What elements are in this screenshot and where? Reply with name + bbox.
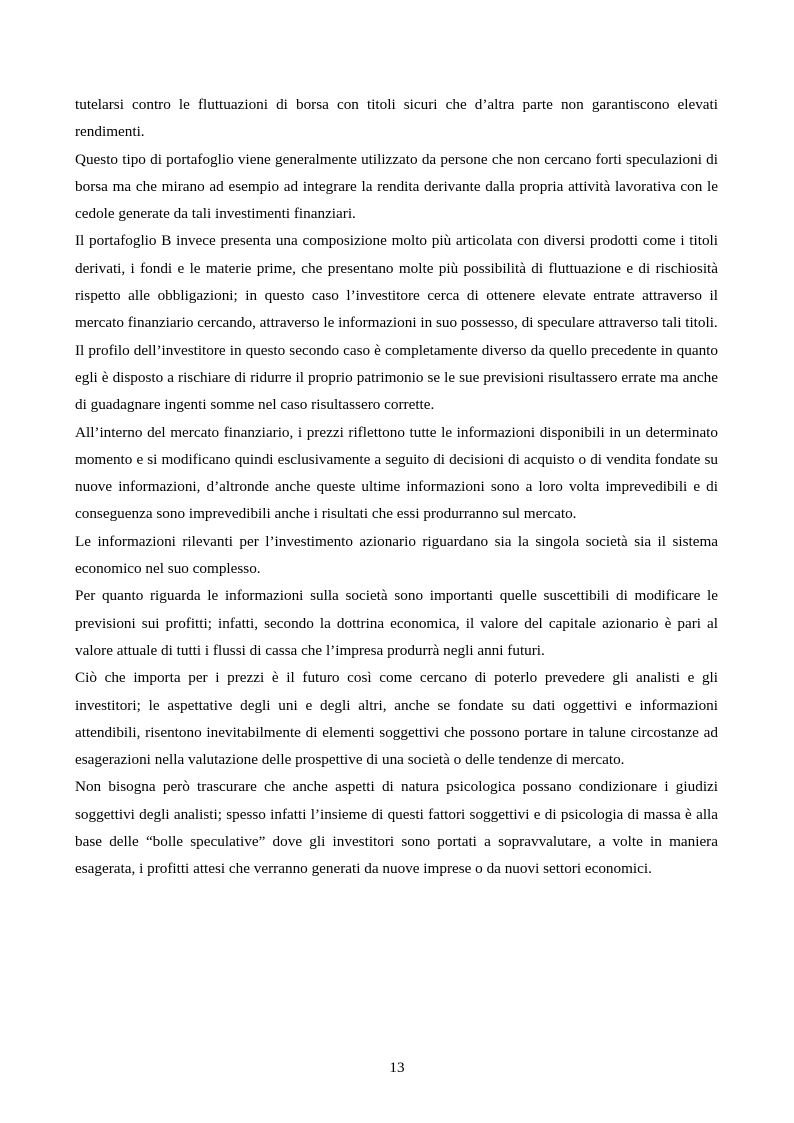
paragraph-1: tutelarsi contro le fluttuazioni di borsa con titoli sicuri che d’altra parte non garantiscono elevati rendimenti. [75, 96, 718, 141]
paragraph-5: All’interno del mercato finanziario, i prezzi riflettono tutte le informazioni disponibili in un determinato momento e si modificano quindi esclusivamente a seguito di decisioni di acquisto o di vendita fondate su nuove informazioni, d’altronde anche queste ultime informazioni sono a loro volta imprevedibili e di conseguenza sono imprevedibili anche i risultati che essi produrranno sul mercato. [75, 423, 718, 523]
document-body [75, 91, 718, 883]
paragraph-9: Non bisogna però trascurare che anche aspetti di natura psicologica possano condizionare i giudizi soggettivi degli analisti; spesso infatti l’insieme di questi fattori soggettivi e di psicologia di massa è alla base delle “bolle speculative” dove gli investitori sono portati a sopravvalutare, a volte in maniera esagerata, i profitti attesi che verranno generati da nuove imprese o da nuovi settori economici. [75, 778, 718, 878]
page-number: 13 [389, 1059, 405, 1076]
paragraph-4: Il profilo dell’investitore in questo secondo caso è completamente diverso da quello precedente in quanto egli è disposto a rischiare di ridurre il proprio patrimonio se le sue previsioni risultassero errate ma anche di guadagnare ingenti somme nel caso risultassero corrette. [75, 341, 718, 414]
paragraph-7: Per quanto riguarda le informazioni sulla società sono importanti quelle suscettibili di modificare le previsioni sui profitti; infatti, secondo la dottrina economica, il valore del capitale azionario è pari al valore attuale di tutti i flussi di cassa che l’impresa produrrà negli anni futuri. [75, 587, 718, 659]
paragraph-3: Il portafoglio B invece presenta una composizione molto più articolata con diversi prodotti come i titoli derivati, i fondi e le materie prime, che presentano molte più possibilità di fluttuazione e di rischiosità rispetto alle obbligazioni; in questo caso l’investitore cerca di ottenere elevate entrate attraverso il mercato finanziario cercando, attraverso le informazioni in suo possesso, di speculare attraverso tali titoli. [75, 232, 718, 332]
paragraph-6: Le informazioni rilevanti per l’investimento azionario riguardano sia la singola società sia il sistema economico nel suo complesso. [75, 532, 718, 578]
paragraph-2: Questo tipo di portafoglio viene generalmente utilizzato da persone che non cercano forti speculazioni di borsa ma che mirano ad esempio ad integrare la rendita derivante dalla propria attività lavorativa con le cedole generate da tali investimenti finanziari. [75, 150, 718, 223]
paragraph-8: Ciò che importa per i prezzi è il futuro così come cercano di poterlo prevedere gli analisti e gli investitori; le aspettative degli uni e degli altri, anche se fondate su dati oggettivi e informazioni attendibili, risentono inevitabilmente di elementi soggettivi che possono portare in talune circostanze ad esagerazioni nella valutazione delle prospettive di una società o delle tendenze di mercato. [75, 669, 718, 769]
